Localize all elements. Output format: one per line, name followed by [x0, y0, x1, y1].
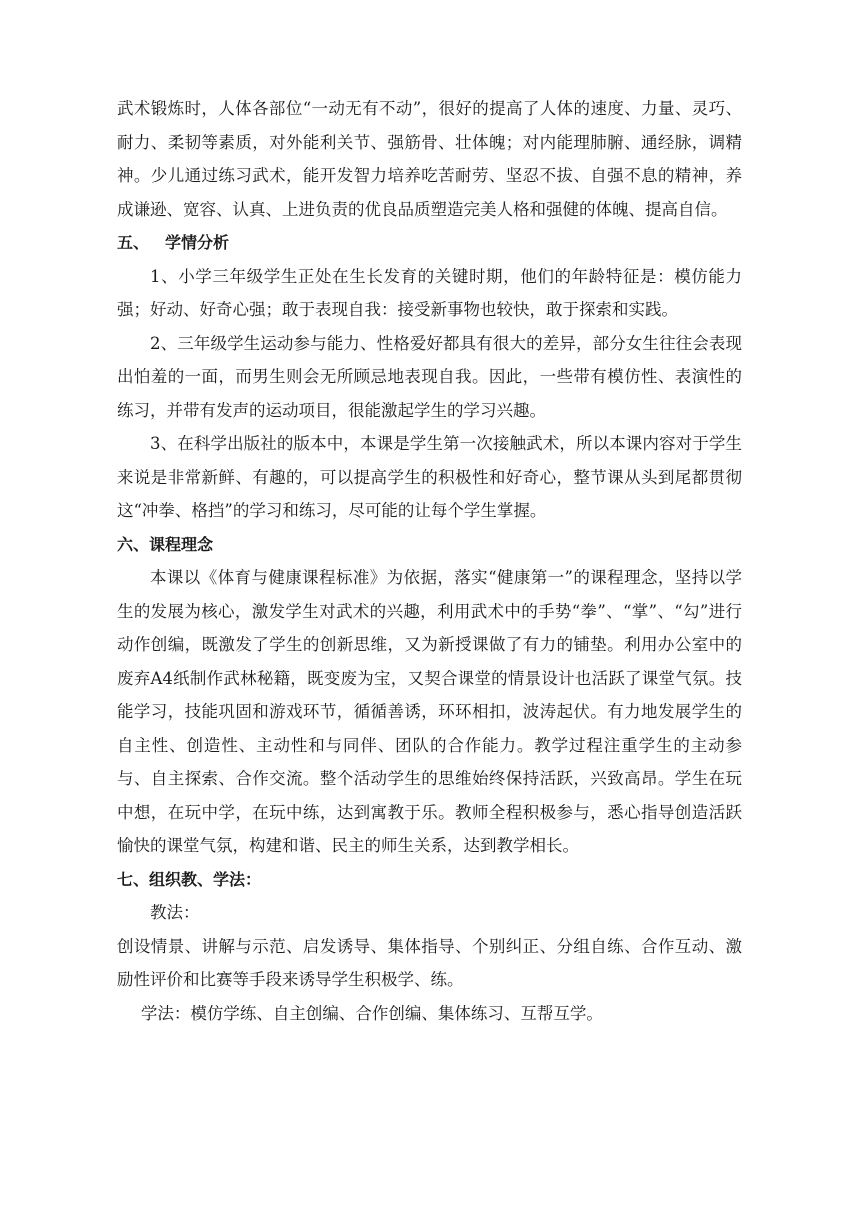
section-5-title: 学情分析	[165, 233, 230, 252]
section-6-heading: 六、课程理念	[117, 534, 214, 554]
intro-paragraph: 武术锻炼时，人体各部位“一动无有不动”，很好的提高了人体的速度、力量、灵巧、耐力、柔韧等素质，对外能利关节、强筋骨、壮体魄；对内能理肺腑、通经脉，调精神。少儿通过练习武术，能开发智力培养吃苦耐劳、坚忍不拔、自强不息的精神，养成谦逊、宽容、认真、上进负责的优良品质塑造完美人格和强健的体魄、提高自信。	[117, 99, 742, 219]
teaching-method-text: 创设情景、讲解与示范、启发诱导、集体指导、个别纠正、分组自练、合作互动、激励性评价和比赛等手段来诱导学生积极学、练。	[117, 936, 742, 989]
learning-method-text: 学法：模仿学练、自主创编、合作创编、集体练习、互帮互学。	[140, 1003, 603, 1023]
section-5-paragraph-3: 3、在科学出版社的版本中，本课是学生第一次接触武术，所以本课内容对于学生来说是非常新鲜、有趣的，可以提高学生的积极性和好奇心，整节课从头到尾都贯彻这“冲拳、格挡”的学习和练习，尽可能的让每个学生掌握。	[117, 434, 742, 520]
section-5-paragraph-1: 1、小学三年级学生正处在生长发育的关键时期，他们的年龄特征是：模仿能力强；好动、好奇心强；敢于表现自我：接受新事物也较快，敢于探索和实践。	[117, 266, 742, 319]
section-5-paragraph-2: 2、三年级学生运动参与能力、性格爱好都具有很大的差异，部分女生往往会表现出怕羞的一面，而男生则会无所顾忌地表现自我。因此，一些带有模仿性、表演性的练习，并带有发声的运动项目，很能激起学生的学习兴趣。	[117, 333, 742, 420]
section-5-heading	[117, 226, 742, 260]
teaching-method-label: 教法：	[150, 903, 200, 922]
section-5-number: 五、	[117, 233, 150, 252]
section-7-heading: 七、组织教、学法：	[117, 869, 262, 889]
document-body	[117, 92, 742, 1030]
section-6-paragraph: 本课以《体育与健康课程标准》为依据，落实“健康第一”的课程理念，坚持以学生的发展为核心，激发学生对武术的兴趣，利用武术中的手势“拳”、“掌”、“勾”进行动作创编，既激发了学生的创新思维，又为新授课做了有力的铺垫。利用办公室中的废弃A4纸制作武林秘籍，既变废为宝，又契合课堂的情景设计也活跃了课堂气氛。技能学习，技能巩固和游戏环节，循循善诱，环环相扣，波涛起伏。有力地发展学生的自主性、创造性、主动性和与同伴、团队的合作能力。教学过程注重学生的主动参与、自主探索、合作交流。整个活动学生的思维始终保持活跃，兴致高昂。学生在玩中想，在玩中学，在玩中练，达到寓教于乐。教师全程积极参与，悉心指导创造活跃愉快的课堂气氛，构建和谐、民主的师生关系，达到教学相长。	[117, 568, 742, 855]
